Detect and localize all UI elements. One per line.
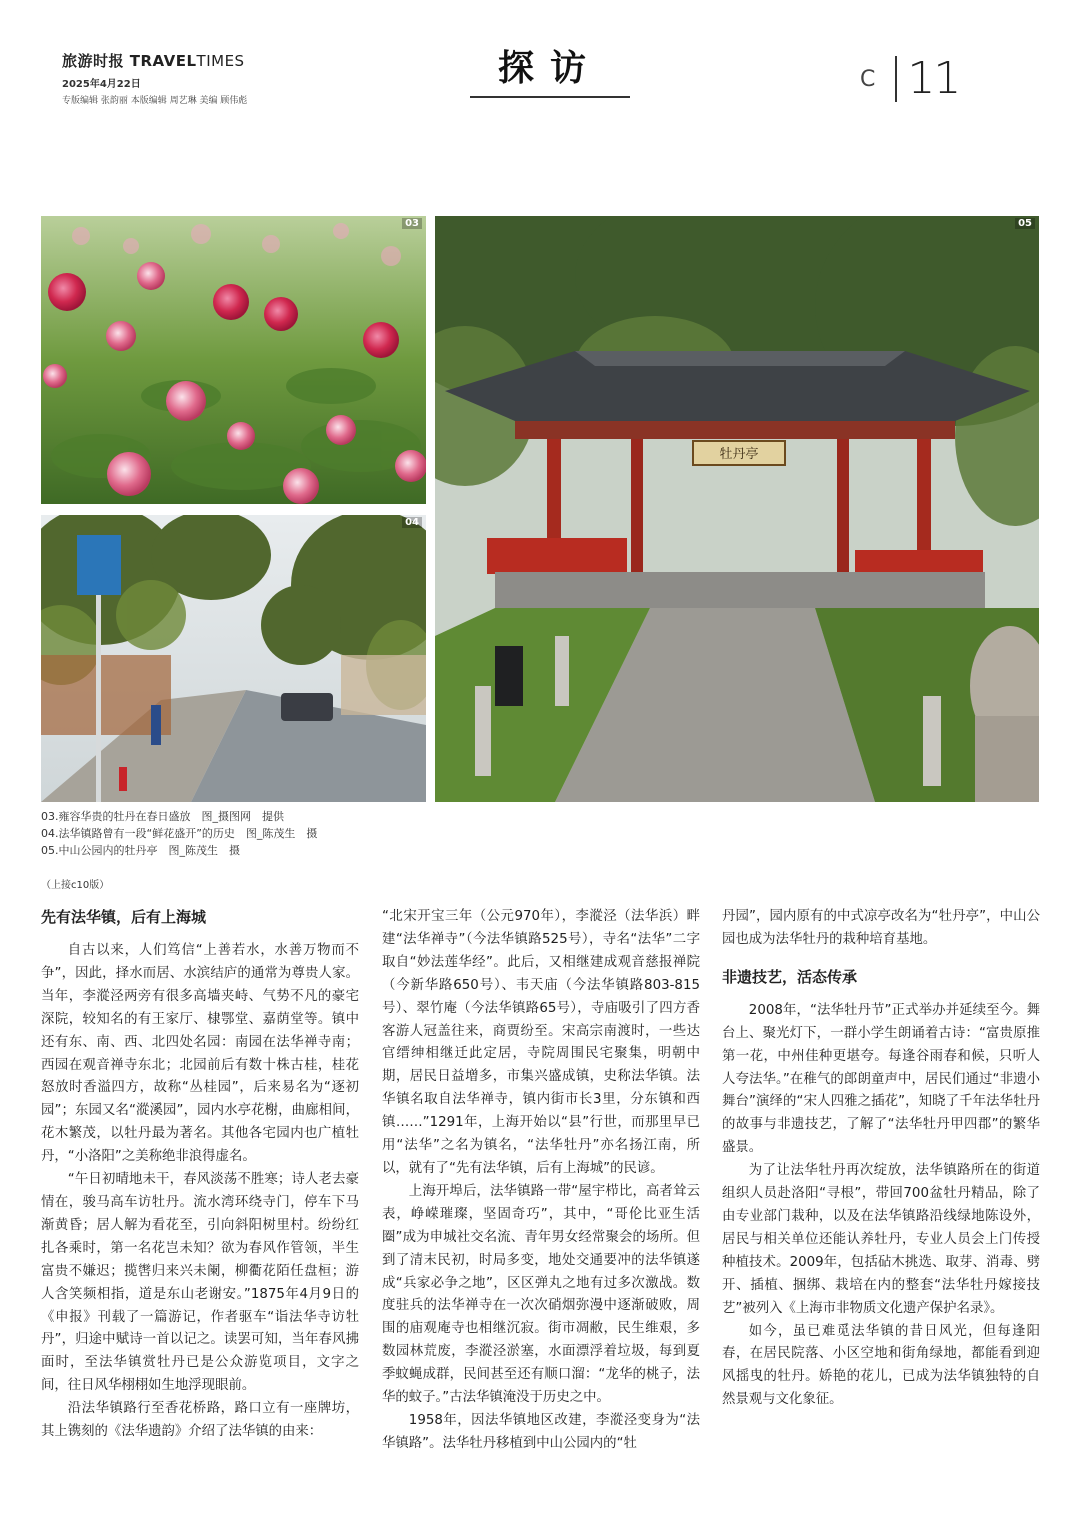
photo-street — [41, 515, 426, 802]
pavilion-plaque: 牡丹亭 — [719, 447, 759, 462]
section-title: 探访 — [470, 44, 630, 98]
page-divider — [895, 56, 897, 102]
article-heading: 非遗技艺，活态传承 — [722, 967, 858, 986]
paragraph: 2008年，“法华牡丹节”正式举办并延续至今。舞台上、聚光灯下，一群小学生朗诵着古诗：“富贵原推第一花，中州佳种更堪夸。每逢谷雨春和候，只听人人夸法华。”在稚气的郎朗童声中，居民们通过“非遗小舞台”演绎的“宋人四雅之插花”，知晓了千年法华牡丹的故事与非遗技艺，了解了“法华牡丹甲四郡”的繁华盛景。 — [722, 1002, 1040, 1156]
photo-number: 04 — [402, 517, 422, 528]
photo-number: 03 — [402, 218, 422, 229]
editor-credits: 专版编辑 张韵丽 本版编辑 周艺琳 美编 顾伟彪 — [62, 96, 248, 106]
article-heading: 先有法华镇，后有上海城 — [41, 908, 207, 926]
brand-logo: 旅游时报 TRAVELTIMES — [62, 52, 245, 70]
paragraph: 为了让法华牡丹再次绽放，法华镇路所在的街道组织人员赴洛阳“寻根”，带回700盆牡丹精品，除了由专业部门栽种，以及在法华镇路沿线绿地陈设外，居民与相关单位还能认养牡丹，专业人员会上门传授种植技术。2009年，包括砧木挑选、取芽、消毒、劈开、插植、捆绑、栽培在内的整套“法华牡丹嫁接技艺”被列入《上海市非物质文化遗产保护名录》。 — [722, 1163, 1040, 1316]
paragraph: 自古以来，人们笃信“上善若水，水善万物而不争”，因此，择水而居、水滨结庐的通常为尊贵人家。当年，李漎泾两旁有很多高墙夹峙、气势不凡的豪宅深院，较知名的有王家厅、棣鄂堂、嘉荫堂等。镇中还有东、南、西、北四处名园：南园在法华禅寺南；西园在观音禅寺东北；北园前后有数十株古桂，桂花怒放时香溢四方，故称“丛桂园”，后来易名为“逐初园”；东园又名“漎溪园”，园内水亭花榭，曲廊相间，花木繁茂，以牡丹最为著名。其他各宅园内也广植牡丹，“小洛阳”之美称绝非浪得虚名。 — [41, 943, 359, 1165]
paragraph: 沿法华镇路行至香花桥路，路口立有一座牌坊，其上镌刻的《法华遗韵》介绍了法华镇的由来： — [41, 1401, 359, 1440]
continued-from-note: （上接c10版） — [41, 880, 110, 891]
page-number — [860, 53, 960, 104]
article-column-3 — [722, 906, 1040, 1412]
page-digits: 11 — [907, 53, 960, 104]
caption-03: 03.雍容华贵的牡丹在春日盛放 图_摄图网 提供 — [41, 810, 284, 823]
paragraph: “北宋开宝三年（公元970年），李漎泾（法华浜）畔建“法华禅寺”（今法华镇路525号），寺名“法华”二字取自“妙法莲华经”。此后，又相继建成观音慈报禅院（今新华路650号）、韦天庙（今法华镇路803-815号）、翠竹庵（今法华镇路65号），寺庙吸引了四方香客游人冠盖往来，商贾纷至。宋高宗南渡时，一些达官缙绅相继迁此定居，寺院周围民宅聚集，明朝中期，居民日益增多，市集兴盛成镇，史称法华镇。法华镇名取自法华禅寺，镇内街市长3里，分东镇和西镇……”1291年，上海开始以“县”行世，而那里早已用“法华”之名为镇名，“法华牡丹”亦名扬江南，所以，就有了“先有法华镇，后有上海城”的民谚。 — [382, 909, 700, 1176]
paragraph: 如今，虽已难觅法华镇的昔日风光，但每逢阳春，在居民院落、小区空地和街角绿地，都能看到迎风摇曳的牡丹。娇艳的花儿，已成为法华镇独特的自然景观与文化象征。 — [722, 1323, 1040, 1408]
page-letter: C — [860, 66, 878, 92]
caption-05: 05.中山公园内的牡丹亭 图_陈茂生 摄 — [41, 844, 240, 857]
paragraph: 丹园”，园内原有的中式凉亭改名为“牡丹亭”，中山公园也成为法华牡丹的栽种培育基地。 — [722, 909, 1040, 947]
masthead — [62, 50, 302, 106]
paragraph: 1958年，因法华镇地区改建，李漎泾变身为“法华镇路”。法华牡丹移植到中山公园内的“牡 — [382, 1412, 700, 1451]
photo-number: 05 — [1015, 218, 1035, 229]
issue-date: 2025年4月22日 — [62, 79, 141, 90]
caption-04: 04.法华镇路曾有一段“鲜花盛开”的历史 图_陈茂生 摄 — [41, 827, 318, 840]
photo-peonies — [41, 216, 426, 504]
article-column-1 — [41, 906, 359, 1444]
article-column-2 — [382, 906, 700, 1456]
paragraph: 上海开埠后，法华镇路一带“屋宇栉比，高者耸云表，峥嵘璀璨，坚固奇巧”，其中，“哥伦比亚生活圈”成为申城社交名流、青年男女经常聚会的场所。但到了清末民初，时局多变，地处交通要冲的法华镇遂成“兵家必争之地”，区区弹丸之地有过多次激战。数度驻兵的法华禅寺在一次次硝烟弥漫中逐渐破败，周围的庙观庵寺也相继沉寂。街市凋敝，民生维艰，多数园林荒废，李漎泾淤塞，水面漂浮着垃圾，每到夏季蚊蝇成群，民间甚至还有顺口溜：“龙华的桃子，法华的蚊子。”古法华镇淹没于历史之中。 — [382, 1183, 700, 1406]
paragraph: “午日初晴地未干，春风淡荡不胜寒；诗人老去豪情在，骏马高车访牡丹。流水湾环绕寺门，停车下马渐黄昏；居人解为看花至，引向斜阳树里村。纷纷红扎各乘时，第一名花岂未知？欲为春风作管领，半生富贵不嫌迟；揽辔归来兴未阑，柳衢花陌任盘桓；游人含笑频相指，道是东山老谢安。”1875年4月9日的《申报》刊载了一篇游记，作者驱车“诣法华寺访牡丹”，归途中赋诗一首以记之。读罢可知，当年春风拂面时，至法华镇赏牡丹已是公众游览项目，文字之间，往日风华栩栩如生地浮现眼前。 — [41, 1172, 359, 1394]
photo-captions — [41, 808, 431, 859]
photo-pavilion — [435, 216, 1039, 802]
